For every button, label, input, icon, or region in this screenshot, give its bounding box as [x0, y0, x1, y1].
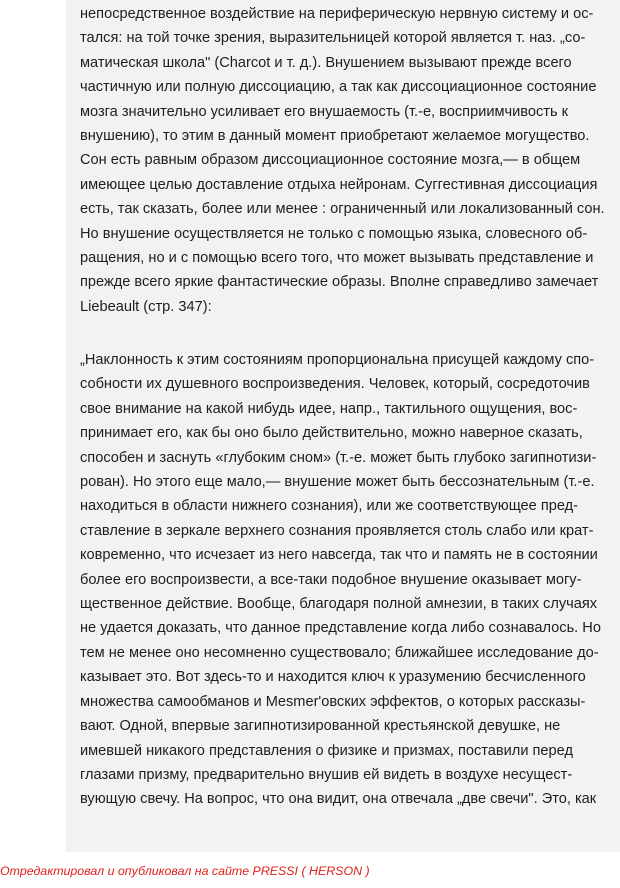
text-line: Liebeault (стр. 347): — [80, 298, 212, 315]
text-line: тем не менее оно несомненно существовало; ближайшее исследование до- — [80, 644, 599, 661]
text-line: принимает его, как бы оно было действительно, можно наверное сказать, — [80, 425, 583, 442]
text-line: мозга значительно усиливает его внушаемость (т.-е, восприимчивость к — [80, 103, 569, 120]
text-line: прежде всего яркие фантастические образы. Вполне справедливо замечает — [80, 274, 599, 291]
text-line: множества самообманов и Mesmer'овских эффектов, о которых рассказы- — [80, 693, 586, 710]
paragraph-1 — [80, 2, 605, 319]
text-line: рован). Но этого еще мало,— внушение может быть бессознательным (т.-е. — [80, 474, 595, 491]
text-line: вают. Одной, впервые загипнотизированной крестьянской девушке, не — [80, 718, 561, 735]
text-line: тался: на той точке зрения, выразительницей которой является т. наз. „со- — [80, 30, 586, 47]
text-line: собности их душевного воспроизведения. Человек, который, сосредоточив — [80, 376, 590, 393]
text-line: „Наклонность к этим состояниям пропорциональна присущей каждому спо- — [80, 352, 595, 368]
paragraph-2-quote — [80, 348, 601, 812]
text-line: матическая школа" (Charcot и т. д.). Внушением вызывают прежде всего — [80, 54, 572, 71]
text-line: глазами призму, предварительно внушив ей видеть в воздухе несущест- — [80, 766, 573, 783]
text-line: находиться в области нижнего сознания), или же соответствующее пред- — [80, 498, 579, 515]
text-line: внушению), то этим в данный момент приобретают желаемое могущество. — [80, 128, 590, 145]
text-line: вующую свечу. На вопрос, что она видит, она отвечала „две свечи". Это, как — [80, 791, 597, 808]
text-line: казывает это. Вот здесь-то и находится ключ к уразумению бесчисленного — [80, 669, 586, 686]
text-line: ставление в зеркале верхнего сознания проявляется столь слабо или крат- — [80, 522, 594, 539]
text-line: имевшей никакого представления о физике и призмах, поставили перед — [80, 742, 573, 759]
text-line: свое внимание на какой нибудь идее, напр., тактильного ощущения, вос- — [80, 400, 578, 417]
text-line: более его воспроизвести, а все-таки подобное внушение оказывает могу- — [80, 571, 582, 588]
text-line: непосредственное воздействие на периферическую нервную систему и ос- — [80, 6, 594, 22]
text-line: не удается доказать, что данное представление когда либо сознавалось. Но — [80, 620, 601, 637]
footer-credit: Отредактировал и опубликовал на сайте PRESSI ( HERSON ) — [0, 864, 370, 878]
text-line: есть, так сказать, более или менее : ограниченный или локализованный сон. — [80, 201, 605, 218]
text-line: ковременно, что исчезает из него навсегда, так что и память не в состоянии — [80, 547, 598, 564]
text-line: щественное действие. Вообще, благодаря полной амнезии, в таких случаях — [80, 596, 598, 613]
text-line: ращения, но и с помощью всего того, что может вызывать представление и — [80, 250, 594, 267]
text-line: способен и заснуть «глубоким сном» (т.-е. может быть глубоко загипнотизи- — [80, 449, 597, 466]
text-line: имеющее целью доставление отдыха нейронам. Суггестивная диссоциация — [80, 176, 598, 193]
text-line: Но внушение осуществляется не только с помощью языка, словесного об- — [80, 225, 588, 242]
text-line: Сон есть равным образом диссоциационное состояние мозга,— в общем — [80, 152, 581, 169]
text-line: частичную или полную диссоциацию, а так как диссоциационное состояние — [80, 79, 597, 96]
